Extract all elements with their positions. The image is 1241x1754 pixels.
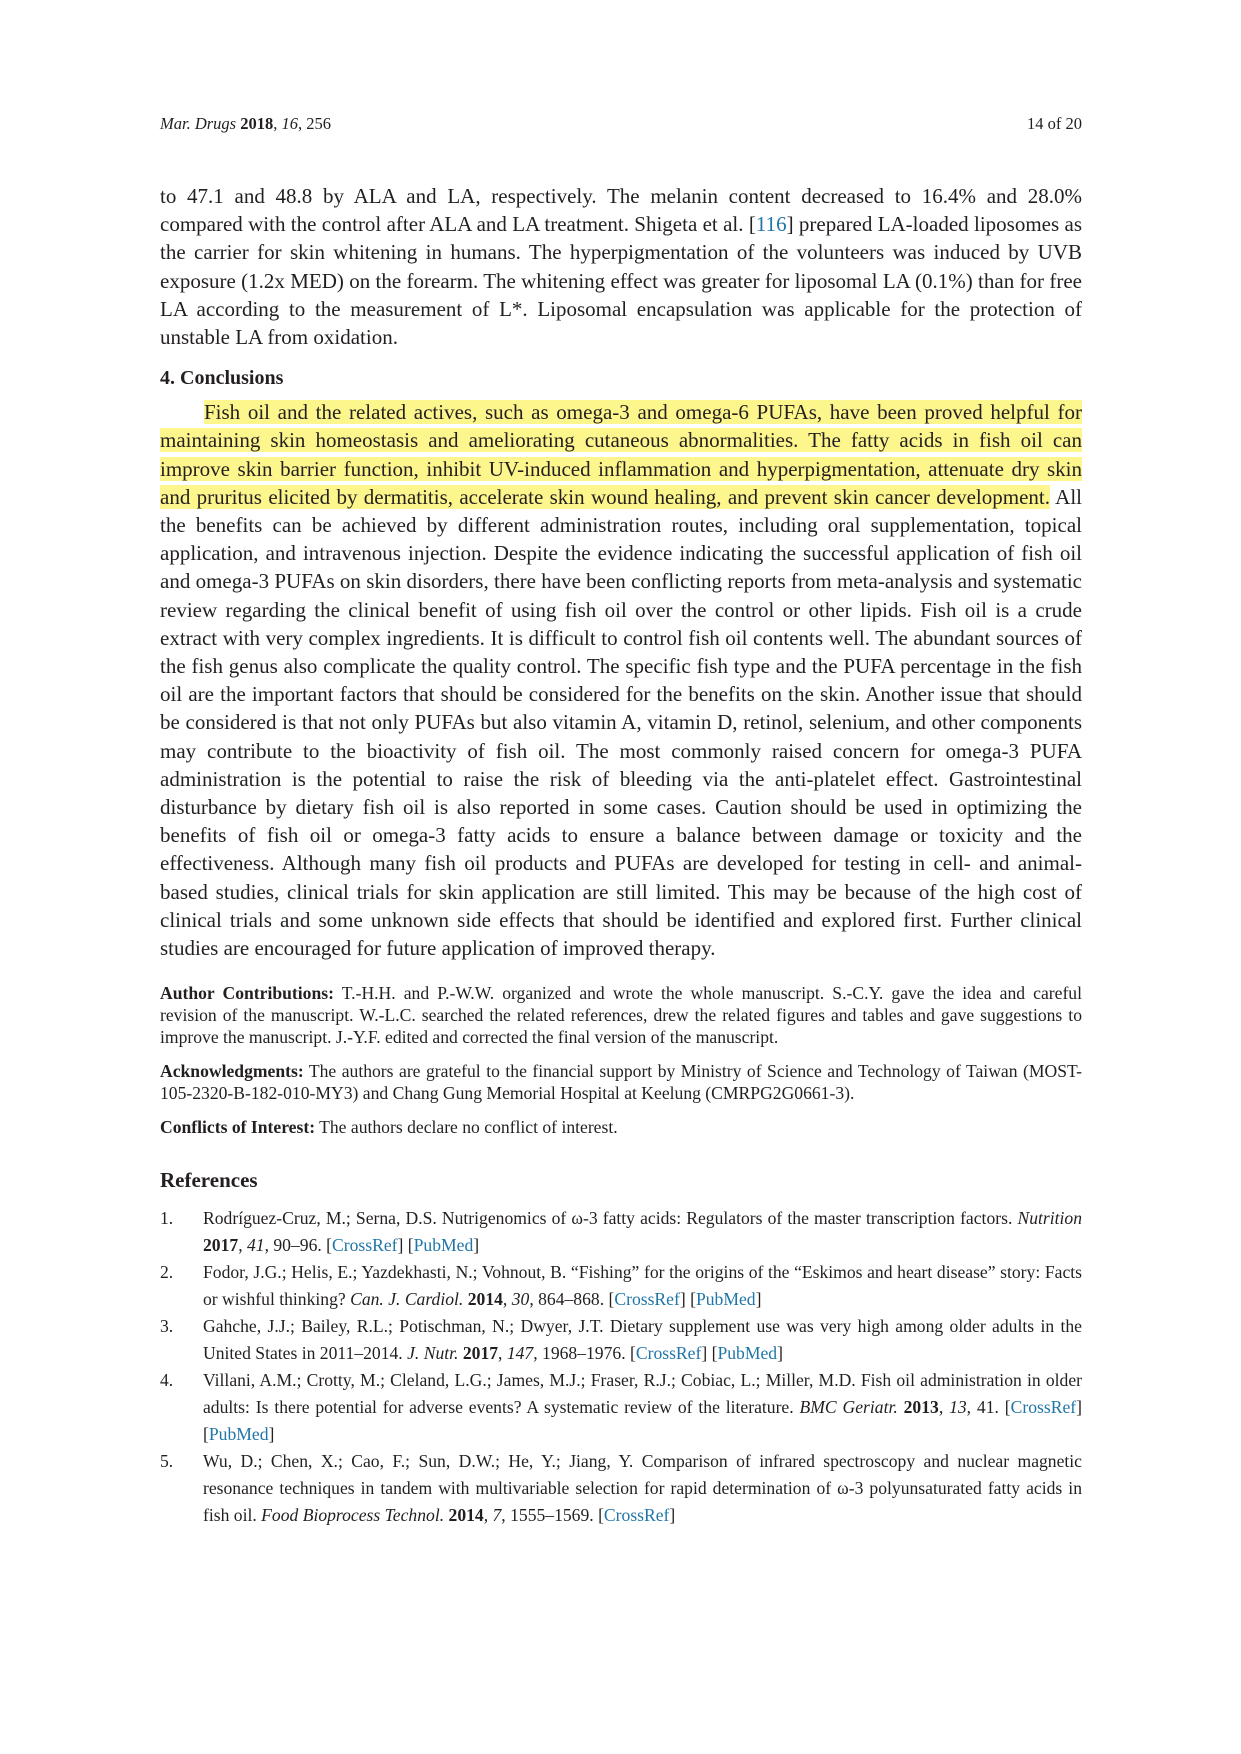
reference-year: 2013 <box>903 1397 939 1418</box>
conclusions-text: All the benefits can be achieved by different administration routes, including oral supplementation, topical application, and intravenous injection. Despite the evidence indicating the successful application of fish oil and omega-3 PUFAs on skin disorders, there have been conflicting reports from meta-analysis and systematic review regarding the clinical benefit of using fish oil over the control or other lipids. Fish oil is a crude extract with very complex ingredients. It is difficult to control fish oil contents well. The abundant sources of the fish genus also complicate the quality control. The specific fish type and the PUFA percentage in the fish oil are the important factors that should be considered for the benefits on the skin. Another issue that should be considered is that not only PUFAs but also vitamin A, vitamin D, retinol, selenium, and other components may contribute to the bioactivity of fish oil. The most commonly raised concern for omega-3 PUFA administration is the potential to raise the risk of bleeding via the anti-platelet effect. Gastrointestinal disturbance by dietary fish oil is also reported in some cases. Caution should be used in optimizing the benefits of fish oil or omega-3 fatty acids to ensure a balance between damage or toxicity and the effectiveness. Although many fish oil products and PUFAs are developed for testing in cell- and animal-based studies, clinical trials for skin application are still limited. This may be because of the high cost of clinical trials and some unknown side effects that should be identified and explored first. Further clinical studies are encouraged for future application of improved therapy. <box>160 484 1082 961</box>
page-body <box>160 182 1082 1529</box>
reference-text: Rodríguez-Cruz, M.; Serna, D.S. Nutrigenomics of ω-3 fatty acids: Regulators of the master transcription factors. <box>203 1208 1018 1229</box>
journal-year: 2018 <box>240 114 274 133</box>
reference-pages: , 864–868. <box>529 1289 609 1310</box>
reference-year: 2014 <box>448 1505 484 1526</box>
reference-journal: BMC Geriatr. <box>799 1397 898 1418</box>
reference-journal: Can. J. Cardiol. <box>350 1289 464 1310</box>
crossref-link[interactable]: CrossRef <box>1010 1397 1077 1418</box>
crossref-link[interactable]: CrossRef <box>614 1289 680 1310</box>
acknowledgments-text: The authors are grateful to the financial support by Ministry of Science and Technology of Taiwan (MOST-105-2320-B-182-010-MY3) and Chang Gung Memorial Hospital at Keelung (CMRPG2G0661-3). <box>160 1061 1082 1104</box>
conflicts-text: The authors declare no conflict of interest. <box>315 1117 618 1138</box>
reference-list <box>160 1205 1082 1529</box>
reference-volume: 30 <box>511 1289 530 1310</box>
reference-number: 5. <box>160 1451 174 1472</box>
reference-volume: 7 <box>492 1505 502 1526</box>
reference-journal: Nutrition <box>1017 1208 1082 1229</box>
reference-text: Gahche, J.J.; Bailey, R.L.; Potischman, N.; Dwyer, J.T. Dietary supplement use was very high among older adults in the United States in 2011–2014. <box>203 1316 1082 1364</box>
reference-year: 2014 <box>467 1289 503 1310</box>
reference-year: 2017 <box>462 1343 499 1364</box>
reference-pages: , 41. <box>966 1397 1005 1418</box>
reference-item: 5. Wu, D.; Chen, X.; Cao, F.; Sun, D.W.; He, Y.; Jiang, Y. Comparison of infrared spectroscopy and nuclear magnetic resonance techniques in tandem with multivariable selection for rapid determination of ω-3 polyunsaturated fatty acids in fish oil. Food Bioprocess Technol. 2014, 7, 1555–1569. [CrossRef] <box>160 1448 1082 1529</box>
reference-item: 4. Villani, A.M.; Crotty, M.; Cleland, L.G.; James, M.J.; Fraser, R.J.; Cobiac, L.; Miller, M.D. Fish oil administration in older adults: Is there potential for adverse events? A systematic review of the literature. BMC Geriatr. 2013, 13, 41. [CrossRef] [PubMed] <box>160 1367 1082 1448</box>
reference-pages: , 90–96. <box>264 1235 327 1256</box>
reference-number: 1. <box>160 1208 174 1229</box>
reference-volume: 147 <box>506 1343 534 1364</box>
reference-text: Villani, A.M.; Crotty, M.; Cleland, L.G.; James, M.J.; Fraser, R.J.; Cobiac, L.; Miller, M.D. Fish oil administration in older adults: Is there potential for adverse events? A systematic review of the literature. <box>203 1370 1082 1418</box>
page-number: 14 of 20 <box>1027 114 1082 133</box>
reference-pages: , 1968–1976. <box>533 1343 630 1364</box>
reference-number: 4. <box>160 1370 174 1391</box>
reference-item: 3. Gahche, J.J.; Bailey, R.L.; Potischman, N.; Dwyer, J.T. Dietary supplement use was very high among older adults in the United States in 2011–2014. J. Nutr. 2017, 147, 1968–1976. [CrossRef] [PubMed] <box>160 1313 1082 1367</box>
reference-year: 2017 <box>203 1235 239 1256</box>
reference-text: Fodor, J.G.; Helis, E.; Yazdekhasti, N.; Vohnout, B. “Fishing” for the origins of the “Eskimos and heart disease” story: Facts or wishful thinking? <box>203 1262 1082 1310</box>
references-title: References <box>160 1168 258 1193</box>
pubmed-link[interactable]: PubMed <box>208 1424 269 1445</box>
crossref-link[interactable]: CrossRef <box>603 1505 670 1526</box>
reference-item: 1. Rodríguez-Cruz, M.; Serna, D.S. Nutrigenomics of ω-3 fatty acids: Regulators of the master transcription factors. Nutrition 2017, 41, 90–96. [CrossRef] [PubMed] <box>160 1205 1082 1259</box>
pubmed-link[interactable]: PubMed <box>717 1343 778 1364</box>
conclusions-paragraph <box>160 398 1082 962</box>
highlighted-text: Fish oil and the related actives, such as omega-3 and omega-6 PUFAs, have been proved helpful for maintaining skin homeostasis and ameliorating cutaneous abnormalities. The fatty acids in fish oil can improve skin barrier function, inhibit UV-induced inflammation and hyperpigmentation, attenuate dry skin and pruritus elicited by dermatitis, accelerate skin wound healing, and prevent skin cancer development. <box>160 400 1082 509</box>
journal-volume: 16 <box>281 114 298 133</box>
reference-item: 2. Fodor, J.G.; Helis, E.; Yazdekhasti, N.; Vohnout, B. “Fishing” for the origins of the “Eskimos and heart disease” story: Facts or wishful thinking? Can. J. Cardiol. 2014, 30, 864–868. [CrossRef] [PubMed] <box>160 1259 1082 1313</box>
conflicts-of-interest <box>160 1116 1082 1138</box>
intro-text-1: to 47.1 and 48.8 by ALA and LA, respectively. The melanin content decreased to 16.4% and 28.0% compared with the control after ALA and LA treatment. Shigeta et al. [ <box>160 184 1082 237</box>
crossref-link[interactable]: CrossRef <box>635 1343 702 1364</box>
pubmed-link[interactable]: PubMed <box>413 1235 474 1256</box>
author-contributions-label: Author Contributions: <box>160 983 334 1004</box>
author-contributions <box>160 982 1082 1048</box>
conflicts-label: Conflicts of Interest: <box>160 1117 316 1138</box>
reference-number: 3. <box>160 1316 174 1337</box>
citation-link-116[interactable]: 116 <box>755 212 787 237</box>
acknowledgments <box>160 1060 1082 1104</box>
section-title-conclusions: 4. Conclusions <box>160 367 284 390</box>
journal-name: Mar. Drugs <box>160 114 237 133</box>
reference-volume: 41 <box>246 1235 265 1256</box>
acknowledgments-label: Acknowledgments: <box>160 1061 304 1082</box>
author-contributions-text: T.-H.H. and P.-W.W. organized and wrote the whole manuscript. S.-C.Y. gave the idea and careful revision of the manuscript. W.-L.C. searched the related references, drew the related figures and tables and gave suggestions to improve the manuscript. J.-Y.F. edited and corrected the final version of the manuscript. <box>160 983 1082 1048</box>
intro-text-2: ] prepared LA-loaded liposomes as the carrier for skin whitening in humans. The hyperpigmentation of the volunteers was induced by UVB exposure (1.2x MED) on the forearm. The whitening effect was greater for liposomal LA (0.1%) than for free LA according to the measurement of L*. Liposomal encapsulation was applicable for the protection of unstable LA from oxidation. <box>160 212 1082 350</box>
reference-pages: , 1555–1569. <box>501 1505 599 1526</box>
reference-number: 2. <box>160 1262 174 1283</box>
reference-text: Wu, D.; Chen, X.; Cao, F.; Sun, D.W.; He, Y.; Jiang, Y. Comparison of infrared spectroscopy and nuclear magnetic resonance techniques in tandem with multivariable selection for rapid determination of ω-3 polyunsaturated fatty acids in fish oil. <box>203 1451 1082 1526</box>
reference-volume: 13 <box>949 1397 967 1418</box>
reference-journal: Food Bioprocess Technol. <box>261 1505 445 1526</box>
article-number: 256 <box>306 114 331 133</box>
intro-paragraph <box>160 182 1082 351</box>
pubmed-link[interactable]: PubMed <box>695 1289 756 1310</box>
page-header <box>160 114 1082 138</box>
running-head: Mar. Drugs 2018, 16, 256 <box>160 114 331 133</box>
crossref-link[interactable]: CrossRef <box>332 1235 398 1256</box>
reference-journal: J. Nutr. <box>407 1343 459 1364</box>
